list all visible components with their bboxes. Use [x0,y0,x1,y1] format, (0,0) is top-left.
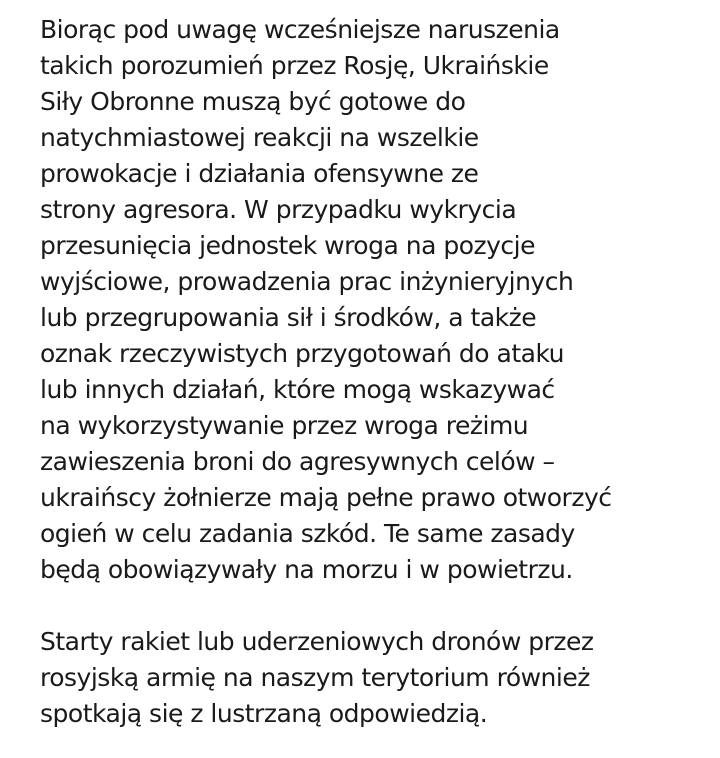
text-line: lub przegrupowania sił i środków, a także [40,303,537,332]
article-text [40,12,710,732]
text-line: spotkają się z lustrzaną odpowiedzią. [40,699,488,728]
paragraph-1 [40,12,710,588]
text-line: Biorąc pod uwagę wcześniejsze naruszenia [40,15,560,44]
text-line: lub innych działań, które mogą wskazywać [40,375,555,404]
text-line: przesunięcia jednostek wroga na pozycje [40,231,535,260]
text-line: oznak rzeczywistych przygotowań do ataku [40,339,564,368]
text-line: będą obowiązywały na morzu i w powietrzu. [40,555,573,584]
text-line: zawieszenia broni do agresywnych celów – [40,447,555,476]
text-line: takich porozumień przez Rosję, Ukraińskie [40,51,549,80]
text-line: Starty rakiet lub uderzeniowych dronów przez [40,627,594,656]
text-line: natychmiastowej reakcji na wszelkie [40,123,479,152]
text-line: wyjściowe, prowadzenia prac inżynieryjnych [40,267,574,296]
text-line: prowokacje i działania ofensywne ze [40,159,479,188]
text-line: strony agresora. W przypadku wykrycia [40,195,517,224]
text-line: rosyjską armię na naszym terytorium również [40,663,590,692]
text-line: Siły Obronne muszą być gotowe do [40,87,466,116]
text-line: na wykorzystywanie przez wroga reżimu [40,411,529,440]
text-line: ogień w celu zadania szkód. Te same zasady [40,519,575,548]
paragraph-2 [40,624,710,732]
text-line: ukraińscy żołnierze mają pełne prawo otworzyć [40,483,612,512]
